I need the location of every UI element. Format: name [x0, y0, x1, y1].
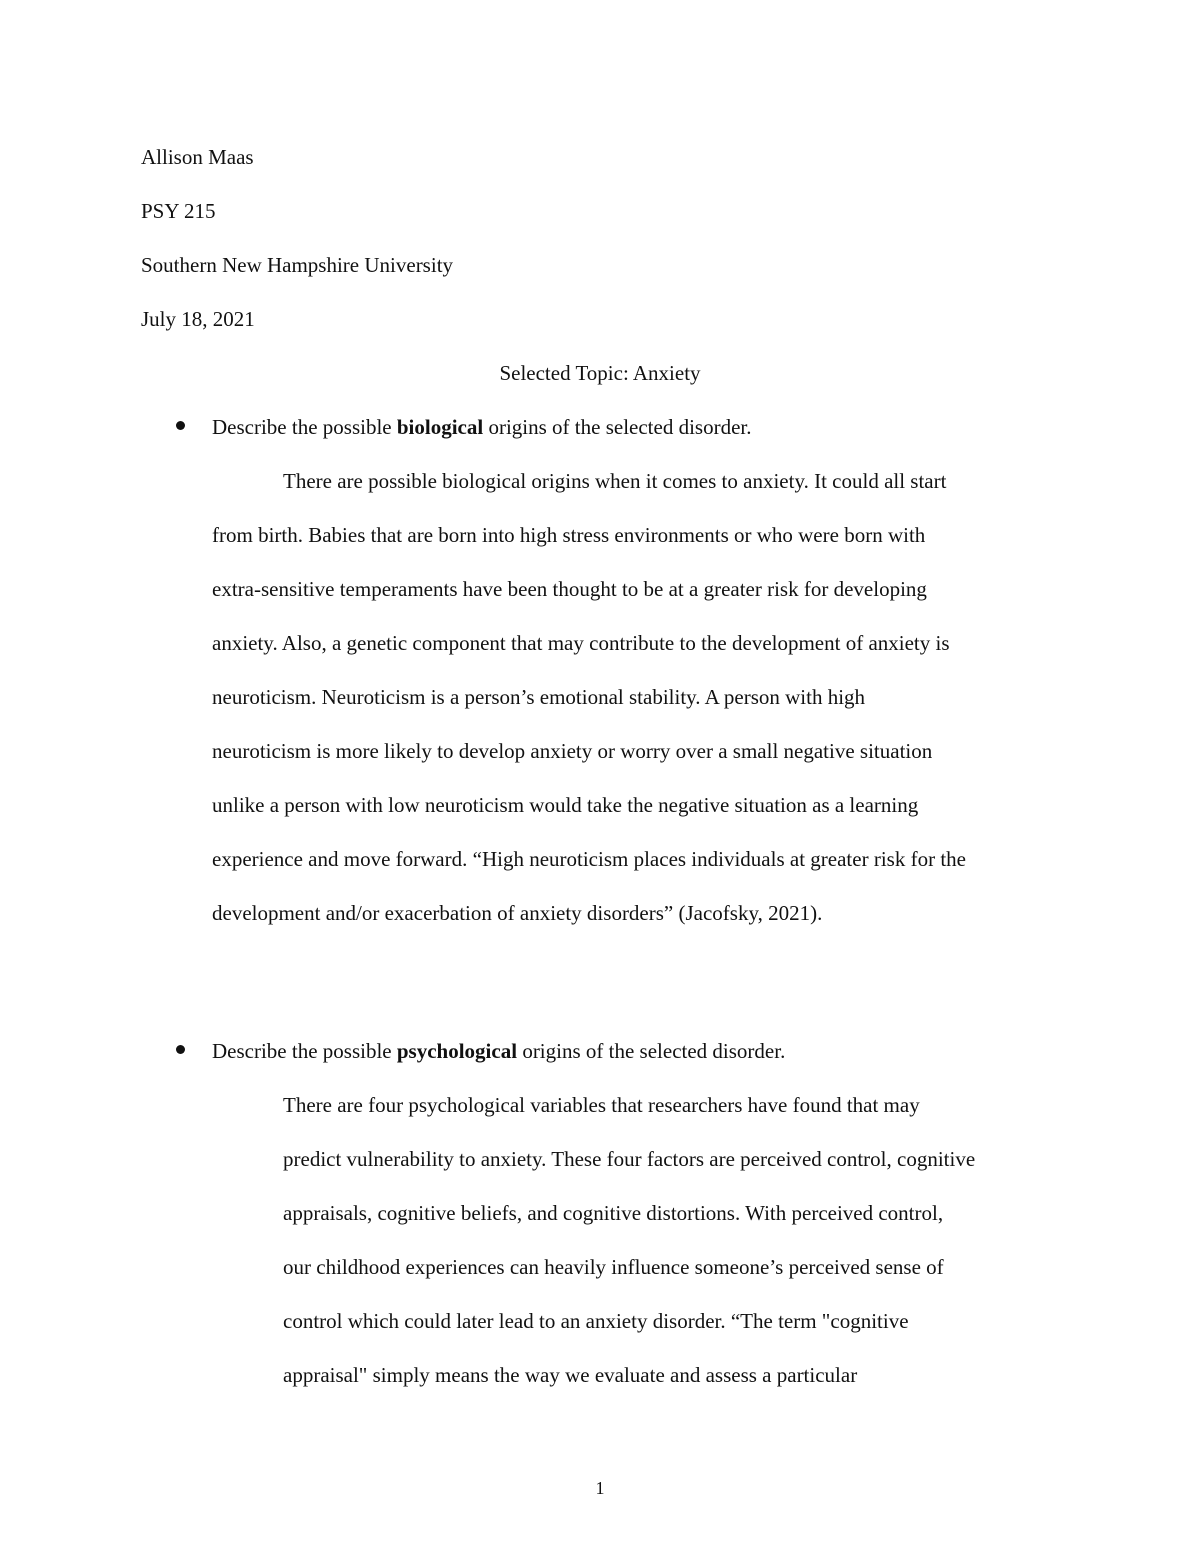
bullet-icon: [176, 421, 185, 430]
paragraph-line: predict vulnerability to anxiety. These four factors are perceived control, cognitive: [283, 1147, 976, 1171]
bullet-icon: [176, 1045, 185, 1054]
paragraph-line: experience and move forward. “High neuroticism places individuals at greater risk for the: [212, 847, 966, 871]
paragraph-line: There are possible biological origins when it comes to anxiety. It could all start: [283, 469, 947, 493]
page-number: 1: [595, 1478, 605, 1498]
paragraph-line: extra-sensitive temperaments have been thought to be at a greater risk for developing: [212, 577, 927, 601]
paragraph-line: appraisal" simply means the way we evaluate and assess a particular: [283, 1363, 858, 1387]
prompt-keyword: psychological: [396, 1039, 518, 1063]
document-date: July 18, 2021: [141, 307, 255, 331]
section-prompt-biological: [212, 414, 751, 440]
prompt-text: origins of the selected disorder.: [517, 1039, 786, 1063]
page-title: Selected Topic: Anxiety: [499, 361, 701, 385]
paragraph-line: neuroticism is more likely to develop anxiety or worry over a small negative situation: [212, 739, 933, 763]
paragraph-line: development and/or exacerbation of anxiety disorders” (Jacofsky, 2021).: [212, 901, 823, 925]
paragraph-line: our childhood experiences can heavily influence someone’s perceived sense of: [283, 1255, 944, 1279]
section-prompt-psychological: [212, 1038, 785, 1064]
course-code: PSY 215: [141, 199, 216, 223]
prompt-text: origins of the selected disorder.: [483, 415, 752, 439]
prompt-text: Describe the possible: [212, 415, 397, 439]
paragraph-line: appraisals, cognitive beliefs, and cognitive distortions. With perceived control,: [283, 1201, 944, 1225]
paragraph-line: There are four psychological variables that researchers have found that may: [283, 1093, 920, 1117]
paragraph-line: neuroticism. Neuroticism is a person’s emotional stability. A person with high: [212, 685, 866, 709]
institution-name: Southern New Hampshire University: [141, 253, 454, 277]
prompt-text: Describe the possible: [212, 1039, 397, 1063]
paragraph-line: unlike a person with low neuroticism would take the negative situation as a learning: [212, 793, 919, 817]
prompt-keyword: biological: [396, 415, 484, 439]
paragraph-line: anxiety. Also, a genetic component that may contribute to the development of anxiety is: [212, 631, 950, 655]
paragraph-line: from birth. Babies that are born into high stress environments or who were born with: [212, 523, 926, 547]
paragraph-line: control which could later lead to an anxiety disorder. “The term "cognitive: [283, 1309, 909, 1333]
author-name: Allison Maas: [141, 145, 254, 169]
